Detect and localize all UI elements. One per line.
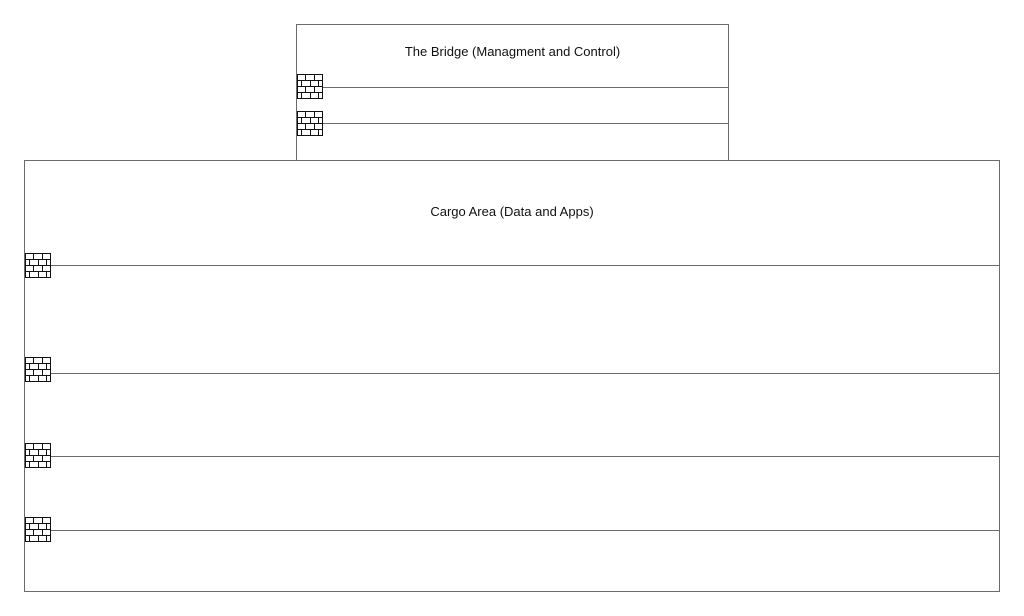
cargo-area-title: Cargo Area (Data and Apps): [430, 204, 594, 219]
firewall-icon: [297, 74, 323, 99]
bridge-title: The Bridge (Managment and Control): [404, 44, 621, 59]
firewall-icon: [25, 357, 51, 382]
cargo-divider: [25, 373, 999, 374]
cargo-area-box: [24, 160, 1000, 592]
cargo-divider: [25, 530, 999, 531]
cargo-divider: [25, 265, 999, 266]
firewall-icon: [25, 517, 51, 542]
firewall-icon: [25, 253, 51, 278]
cargo-divider: [25, 456, 999, 457]
bridge-divider: [297, 123, 728, 124]
bridge-divider: [297, 87, 728, 88]
firewall-icon: [297, 111, 323, 136]
bridge-box: [296, 24, 729, 161]
firewall-icon: [25, 443, 51, 468]
